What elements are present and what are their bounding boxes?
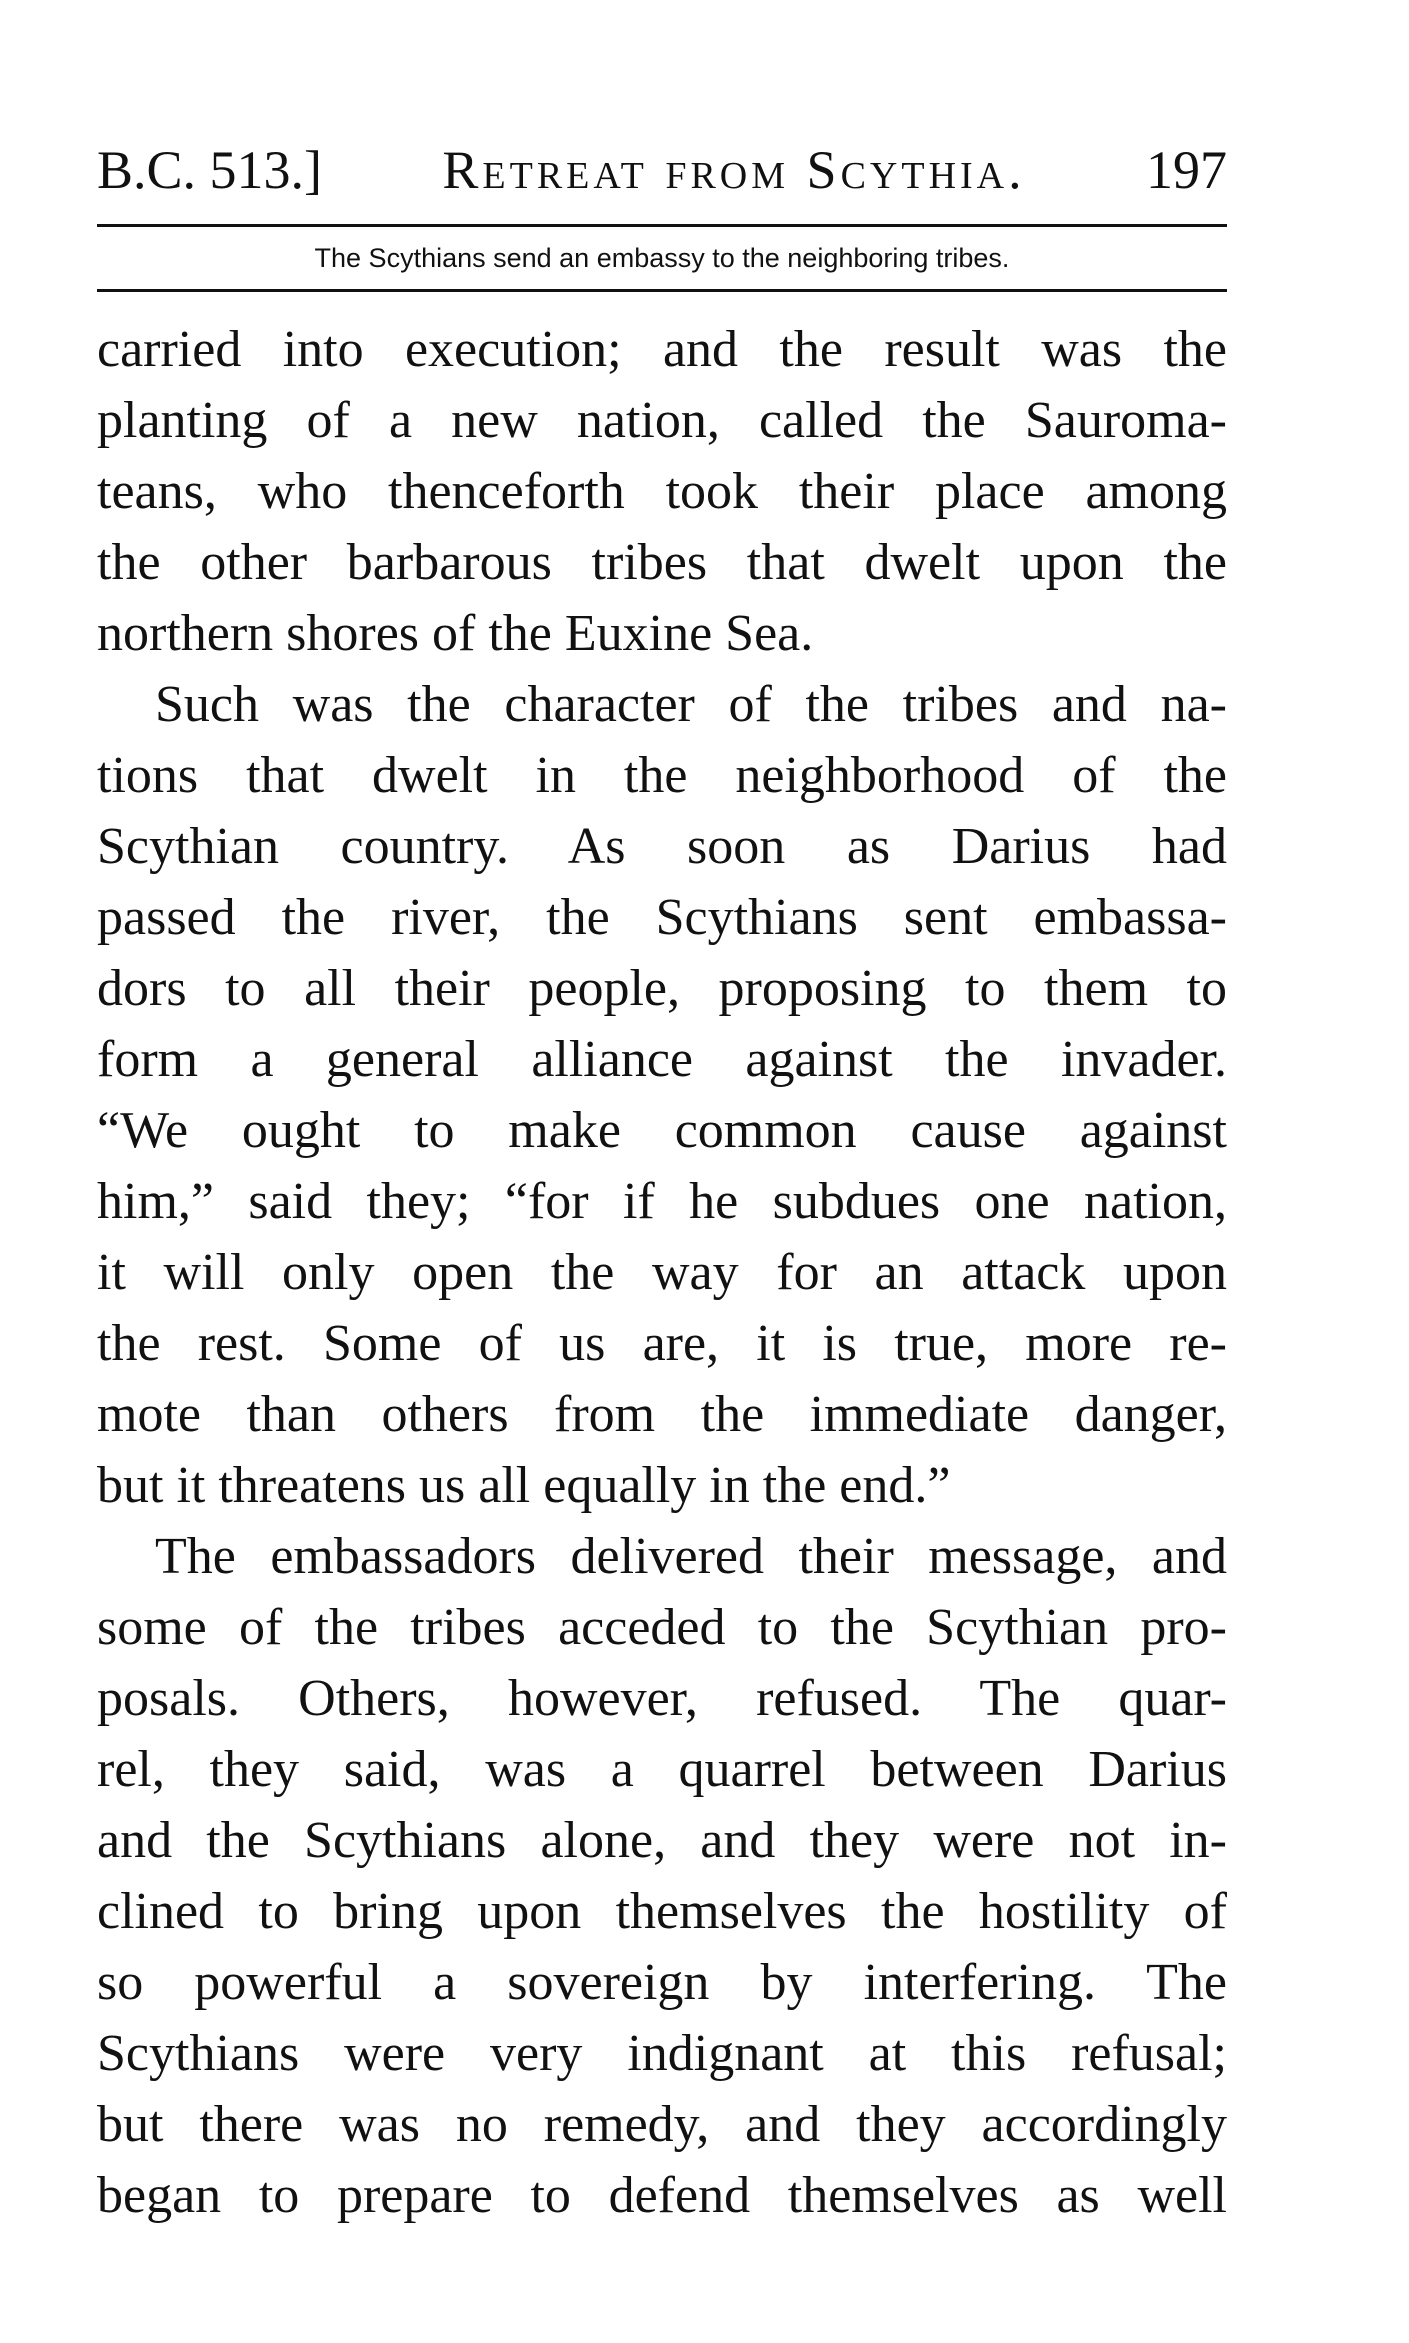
text-line: began to prepare to defend themselves as well xyxy=(97,2167,1227,2224)
text-line: the rest. Some of us are, it is true, more re- xyxy=(97,1315,1227,1372)
header-rule-top xyxy=(97,224,1227,227)
text-line: planting of a new nation, called the Sauroma- xyxy=(97,392,1227,449)
text-line: the other barbarous tribes that dwelt upon the xyxy=(97,534,1227,591)
text-line: northern shores of the Euxine Sea. xyxy=(97,605,814,662)
text-line: carried into execution; and the result was the xyxy=(97,321,1227,378)
text-line: and the Scythians alone, and they were not in- xyxy=(97,1812,1227,1869)
text-line: some of the tribes acceded to the Scythian pro- xyxy=(97,1599,1227,1656)
running-header xyxy=(97,135,1227,205)
text-line: teans, who thenceforth took their place among xyxy=(97,463,1227,520)
text-line: Scythian country. As soon as Darius had xyxy=(97,818,1227,875)
text-line: but it threatens us all equally in the end.” xyxy=(97,1457,951,1514)
paragraph xyxy=(97,669,1227,1521)
text-line: mote than others from the immediate danger, xyxy=(97,1386,1227,1443)
text-line: posals. Others, however, refused. The quar- xyxy=(97,1670,1227,1727)
text-line: it will only open the way for an attack upon xyxy=(97,1244,1227,1301)
text-line: dors to all their people, proposing to them to xyxy=(97,960,1227,1017)
running-title: Retreat from Scythia. xyxy=(442,140,1026,200)
paragraph xyxy=(97,1521,1227,2231)
date-reference: B.C. 513.] xyxy=(97,140,323,200)
text-line: Scythians were very indignant at this refusal; xyxy=(97,2025,1227,2082)
text-line: but there was no remedy, and they accordingly xyxy=(97,2096,1227,2153)
text-line: The embassadors delivered their message, and xyxy=(155,1528,1227,1585)
text-line: passed the river, the Scythians sent embassa- xyxy=(97,889,1227,946)
page-number: 197 xyxy=(1145,140,1227,200)
book-page xyxy=(97,0,1227,2343)
paragraph xyxy=(97,314,1227,669)
text-line: Such was the character of the tribes and na- xyxy=(155,676,1227,733)
body-text xyxy=(97,314,1227,2231)
section-subheading: The Scythians send an embassy to the neighboring tribes. xyxy=(314,243,1010,273)
text-line: clined to bring upon themselves the hostility of xyxy=(97,1883,1227,1940)
text-line: tions that dwelt in the neighborhood of the xyxy=(97,747,1227,804)
text-line: form a general alliance against the invader. xyxy=(97,1031,1227,1088)
text-line: so powerful a sovereign by interfering. The xyxy=(97,1954,1227,2011)
text-line: him,” said they; “for if he subdues one nation, xyxy=(97,1173,1227,1230)
text-line: rel, they said, was a quarrel between Darius xyxy=(97,1741,1227,1798)
text-line: “We ought to make common cause against xyxy=(97,1102,1227,1159)
header-rule-bottom xyxy=(97,289,1227,292)
